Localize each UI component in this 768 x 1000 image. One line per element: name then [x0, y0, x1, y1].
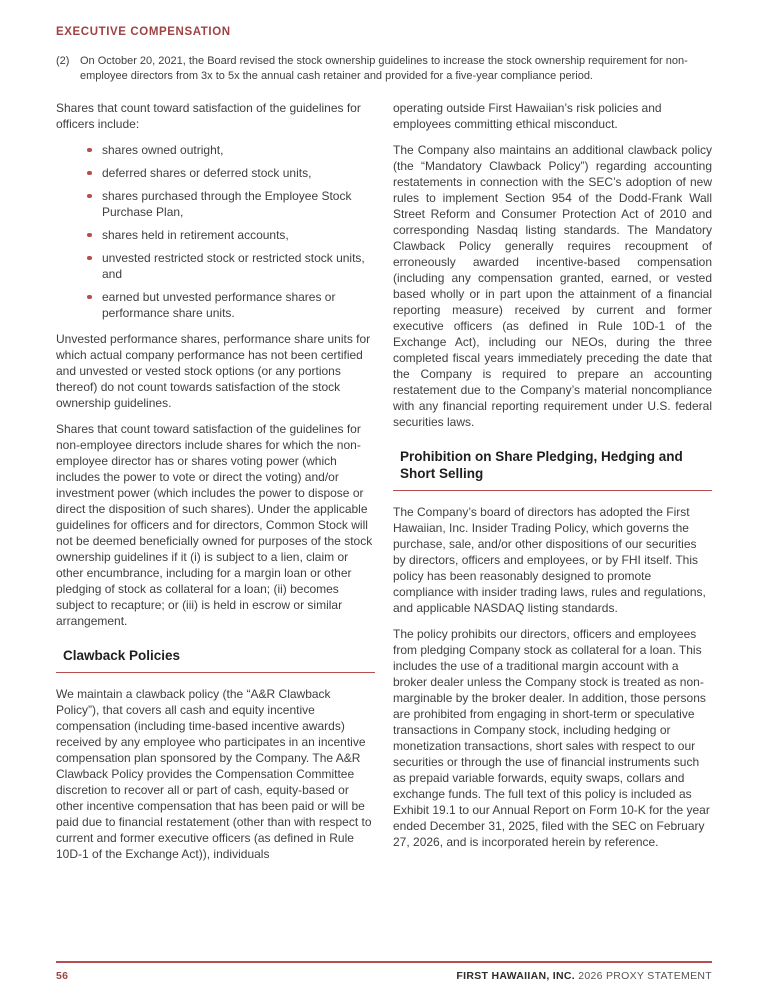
footer-title-text: 2026 PROXY STATEMENT [578, 970, 712, 982]
unvested-paragraph: Unvested performance shares, performance share units for which actual company performance has not been certified and unvested or vested stock options (or any portions thereof) do not count towards satisfaction of the stock ownership guidelines. [56, 332, 371, 410]
continued-paragraph: operating outside First Hawaiian’s risk policies and employees committing ethical misconduct. [393, 101, 662, 131]
pledging-prohibition-paragraph: The policy prohibits our directors, officers and employees from pledging Company stock as collateral for a loan. This includes the use of a traditional margin account with a broker dealer unless the Company stock is treated as non-marginable by the broker dealer. In addition, those persons are prohibited from engaging in short-term or speculative transactions in Company stock, including hedging or monetization transactions, short sales with respect to our securities or through the use of financial instruments such as prepaid variable forwards, equity swaps, collars and exchange funds. The full text of this policy is included as Exhibit 19.1 to our Annual Report on Form 10-K for the year ended December 31, 2025, filed with the SEC on February 27, 2026, and is incorporated herein by reference. [393, 627, 710, 849]
right-column [393, 100, 712, 860]
left-column [56, 100, 375, 872]
officer-shares-list [86, 142, 375, 321]
list-item-text: unvested restricted stock or restricted stock units, and [102, 251, 365, 281]
bullet-icon [87, 171, 92, 176]
list-item-text: shares held in retirement accounts, [102, 228, 289, 242]
list-item [86, 142, 375, 158]
list-item [86, 188, 375, 220]
page-footer [56, 961, 712, 982]
list-item-text: earned but unvested performance shares or performance share units. [102, 290, 336, 320]
bullet-icon [87, 256, 92, 261]
bullet-icon [87, 233, 92, 238]
directors-guidelines-paragraph: Shares that count toward satisfaction of the guidelines for non-employee directors include shares for which the non-employee director has or shares voting power (which includes the power to vote or direct the voting) and/or investment power (which includes the power to dispose or direct the disposition of such shares). Under the applicable guidelines for officers and for directors, Common Stock will not be deemed beneficially owned for purposes of the stock ownership guidelines if it (i) is subject to a lien, claim or other encumbrance, including for a margin loan or other pledging of stock as collateral for a loan; (ii) becomes subject to recapture; or (iii) is held in escrow or similar arrangement. [56, 422, 373, 628]
list-item-text: shares owned outright, [102, 143, 224, 157]
two-column-body [56, 100, 712, 961]
footer-brand: FIRST HAWAIIAN, INC. [456, 970, 575, 982]
footnote-marker: (2) [56, 55, 70, 67]
footer-doc-title [456, 970, 712, 982]
list-item [86, 227, 375, 243]
section-header: EXECUTIVE COMPENSATION [56, 26, 231, 38]
list-item [86, 250, 375, 282]
footnote-text: On October 20, 2021, the Board revised the stock ownership guidelines to increase the stock ownership requirement for non-employee directors from 3x to 5x the annual cash retainer and provided for a five-year compliance period. [80, 55, 688, 82]
mandatory-clawback-paragraph: The Company also maintains an additional clawback policy (the “Mandatory Clawback Policy”) regarding accounting restatements in connection with the SEC’s adoption of new rules to implement Section 954 of the Dodd-Frank Wall Street Reform and Consumer Protection Act of 2010 and corresponding Nasdaq listing standards. The Mandatory Clawback Policy generally requires recoupment of erroneously awarded incentive-based compensation (including any compensation granted, earned, or vested based wholly or in part upon the attainment of a financial reporting measure) received by current and former executive officers (as defined in Rule 10D-1 of the Exchange Act), including our NEOs, during the three completed fiscal years immediately preceding the date that the Company is required to prepare an accounting restatement due to the Company’s material noncompliance with any financial reporting requirement under U.S. federal securities laws. [393, 143, 712, 429]
officers-intro-paragraph: Shares that count toward satisfaction of the guidelines for officers include: [56, 101, 361, 131]
insider-trading-paragraph: The Company’s board of directors has adopted the First Hawaiian, Inc. Insider Trading Policy, which governs the purchase, sale, and/or other dispositions of our securities by directors, officers and employees, or by FHI itself. This policy has been reasonably designed to promote compliance with insider trading laws, rules and regulations, and applicable NASDAQ listing standards. [393, 505, 706, 615]
list-item [86, 289, 375, 321]
clawback-paragraph: We maintain a clawback policy (the “A&R Clawback Policy”), that covers all cash and equity incentive compensation (including time-based incentive awards) received by any employee who participates in an incentive compensation plan sponsored by the Company. The A&R Clawback Policy provides the Compensation Committee discretion to recover all or part of cash, equity-based or other incentive compensation that has been paid or will be paid due to financial restatement (other than with respect to current and former executive officers (as defined in Rule 10D-1 of the Exchange Act)), individuals [56, 687, 372, 861]
page-number: 56 [56, 970, 69, 982]
bullet-icon [87, 295, 92, 300]
heading-clawback-policies: Clawback Policies [56, 647, 375, 673]
list-item-text: deferred shares or deferred stock units, [102, 166, 312, 180]
heading-pledging-hedging: Prohibition on Share Pledging, Hedging and Short Selling [393, 448, 712, 491]
bullet-icon [87, 148, 92, 153]
list-item-text: shares purchased through the Employee Stock Purchase Plan, [102, 189, 352, 219]
list-item [86, 165, 375, 181]
footnote [56, 54, 712, 84]
bullet-icon [87, 194, 92, 199]
